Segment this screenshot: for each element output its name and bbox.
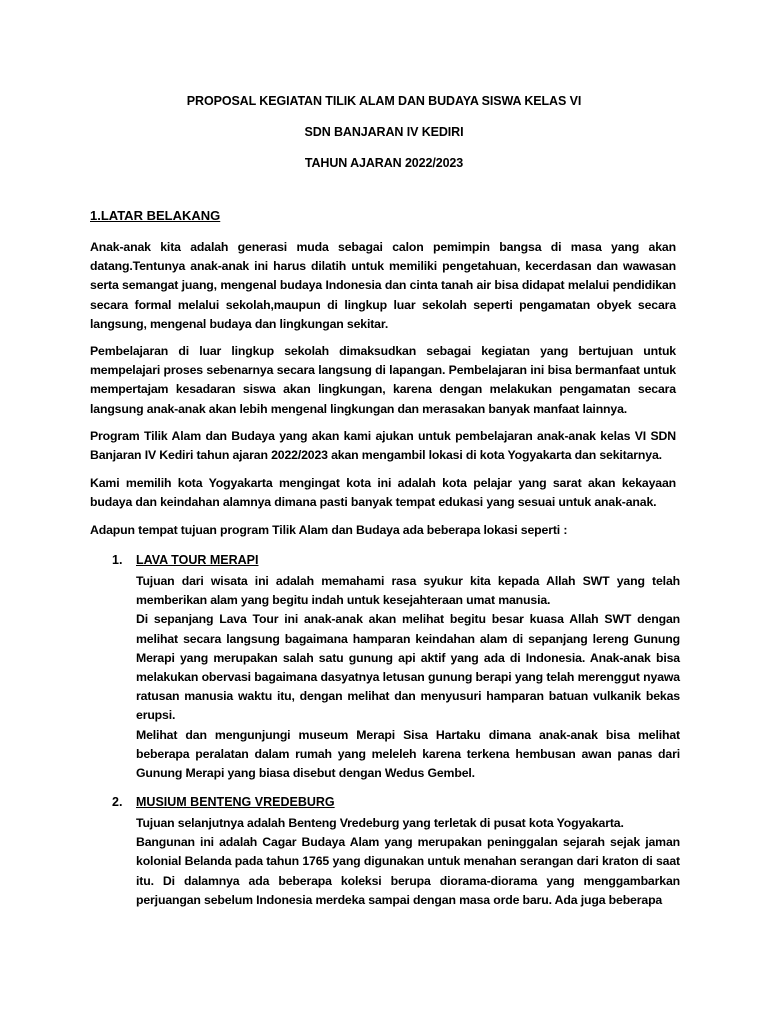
paragraph-2: Pembelajaran di luar lingkup sekolah dimaksudkan sebagai kegiatan yang bertujuan untuk mempelajari proses sebenarnya secara langsung di lapangan. Pembelajaran ini bisa bermanfaat untuk mempertajam kesadaran siswa akan lingkungan, karena dengan melakukan pengamatan secara langsung anak-anak akan lebih mengenal lingkungan dan merasakan banyak manfaat lainnya. bbox=[90, 344, 676, 416]
list-item-paragraph: Melihat dan mengunjungi museum Merapi Sisa Hartaku dimana anak-anak bisa melihat beberapa peralatan dalam rumah yang meleleh karena terkena hembusan awan panas dari Gunung Merapi yang biasa disebut dengan Wedus Gembel. bbox=[136, 727, 680, 781]
list-item-paragraph: Tujuan dari wisata ini adalah memahami rasa syukur kita kepada Allah SWT yang telah memberikan alam yang begitu indah untuk kesejahteraan umat manusia. bbox=[136, 574, 680, 608]
list-number: 1. bbox=[112, 553, 123, 567]
document-subtitle-year: TAHUN AJARAN 2022/2023 bbox=[304, 156, 464, 170]
paragraph-4: Kami memilih kota Yogyakarta mengingat kota ini adalah kota pelajar yang sarat akan kekayaan budaya dan keindahan alamnya dimana pasti banyak tempat edukasi yang sesuai untuk anak-anak. bbox=[90, 476, 676, 510]
list-item-title: MUSIUM BENTENG VREDEBURG bbox=[136, 795, 335, 809]
list-item-paragraph: Di sepanjang Lava Tour ini anak-anak akan melihat begitu besar kuasa Allah SWT dengan melihat secara langsung bagaimana hamparan keindahan alam di sepanjang lereng Gunung Merapi yang merupakan salah satu gunung api aktif yang ada di Indonesia. Anak-anak bisa melakukan obervasi bagaimana dasyatnya letusan gunung berapi yang telah merenggut nyawa ratusan manusia waktu itu, dengan melihat dan menyusuri hamparan batuan vulkanik bekas erupsi. bbox=[136, 612, 680, 723]
list-item-title: LAVA TOUR MERAPI bbox=[136, 553, 259, 567]
list-number: 2. bbox=[112, 795, 123, 809]
list-item-paragraph: Tujuan selanjutnya adalah Benteng Vredeburg yang terletak di pusat kota Yogyakarta. bbox=[136, 816, 624, 830]
list-item-body bbox=[136, 814, 680, 910]
section-heading: 1.LATAR BELAKANG bbox=[90, 208, 221, 223]
document-subtitle-school: SDN BANJARAN IV KEDIRI bbox=[304, 125, 464, 139]
paragraph-3: Program Tilik Alam dan Budaya yang akan kami ajukan untuk pembelajaran anak-anak kelas VI SDN Banjaran IV Kediri tahun ajaran 2022/2023 akan mengambil lokasi di kota Yogyakarta dan sekitarnya. bbox=[90, 429, 676, 463]
paragraph-1: Anak-anak kita adalah generasi muda sebagai calon pemimpin bangsa di masa yang akan datang.Tentunya anak-anak ini harus dilatih untuk memiliki pengetahuan, kecerdasan dan wawasan serta semangat juang, mengenal budaya Indonesia dan cinta tanah air bisa didapat melalui pendidikan secara formal melalui sekolah,maupun di lingkup luar sekolah seperti pengamatan obyek secara langsung, mengenal budaya dan lingkungan sekitar. bbox=[90, 240, 676, 331]
list-item-body bbox=[136, 572, 680, 783]
list-item-paragraph: Bangunan ini adalah Cagar Budaya Alam yang merupakan peninggalan sejarah sejak jaman kolonial Belanda pada tahun 1765 yang digunakan untuk menahan serangan dari kraton di saat itu. Di dalamnya ada beberapa koleksi berupa diorama-diorama yang menggambarkan perjuangan sebelum Indonesia merdeka sampai dengan masa orde baru. Ada juga beberapa bbox=[136, 835, 680, 907]
paragraph-5: Adapun tempat tujuan program Tilik Alam dan Budaya ada beberapa lokasi seperti : bbox=[90, 523, 568, 537]
document-title: PROPOSAL KEGIATAN TILIK ALAM DAN BUDAYA SISWA KELAS VI bbox=[186, 94, 582, 108]
